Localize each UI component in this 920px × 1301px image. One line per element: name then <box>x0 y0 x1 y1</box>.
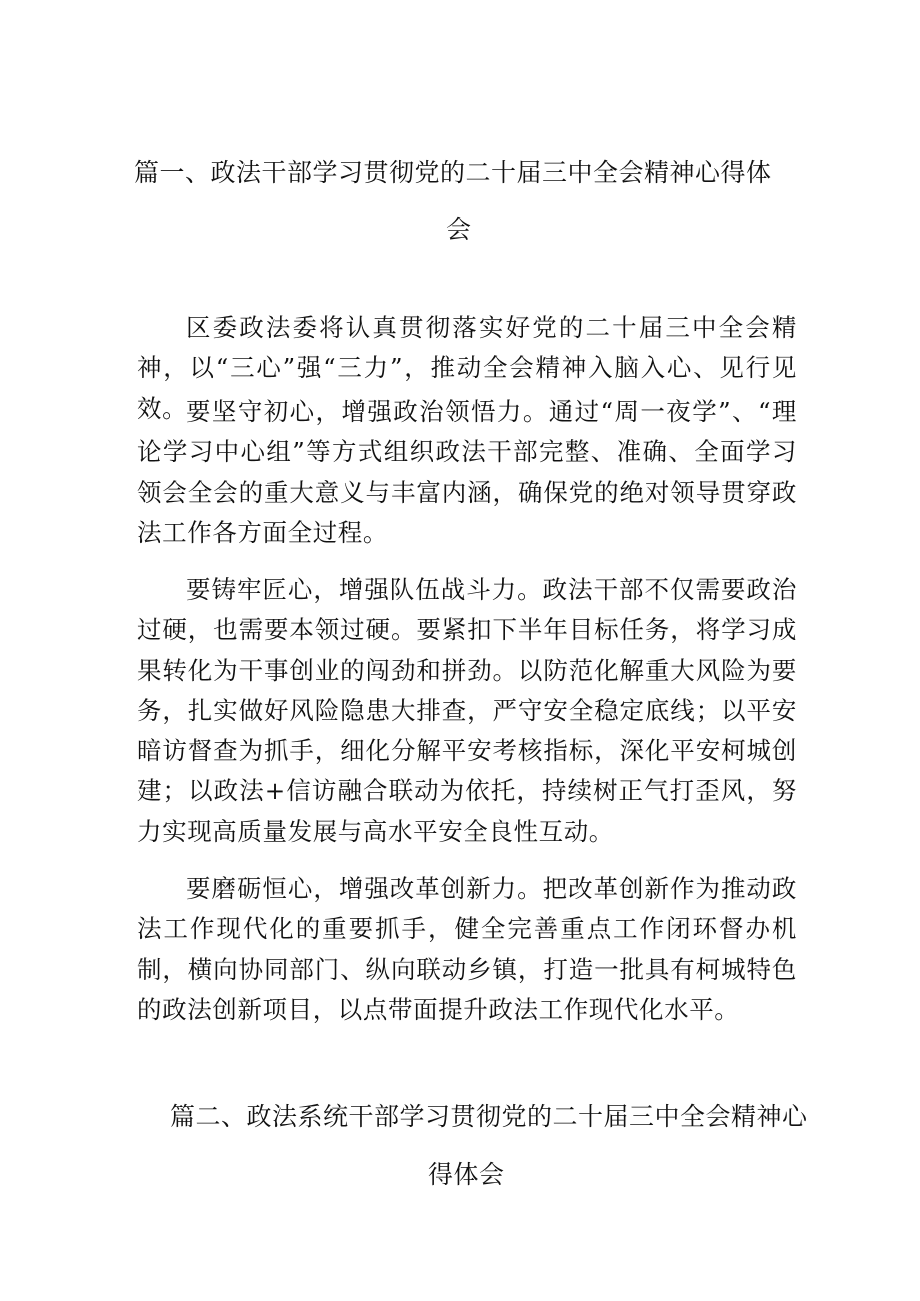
article-1-paragraph-perseverance: 要磨砺恒心，增强改革创新力。把改革创新作为推动政法工作现代化的重要抓手，健全完善重点工作闭环督办机制，横向协同部门、纵向联动乡镇，打造一批具有柯城特色的政法创新项目，以点带面提升政法工作现代化水平。 <box>137 874 797 1024</box>
article-2-title-line-2: 得体会 <box>428 1160 505 1189</box>
article-1-paragraph-craftsman-heart: 要铸牢匠心，增强队伍战斗力。政法干部不仅需要政治过硬，也需要本领过硬。要紧扣下半年目标任务，将学习成果转化为干事创业的闯劲和拼劲。以防范化解重大风险为要务，扎实做好风险隐患大排查，严守安全稳定底线；以平安暗访督查为抓手，细化分解平安考核指标，深化平安柯城创建；以政法+信访融合联动为依托，持续树正气打歪风，努力实现高质量发展与高水平安全良性互动。 <box>137 575 797 846</box>
article-1-paragraph-initial-heart: 要坚守初心，增强政治领悟力。通过“周一夜学”、“理论学习中心组”等方式组织政法干部完整、准确、全面学习领会全会的重大意义与丰富内涵，确保党的绝对领导贯穿政法工作各方面全过程。 <box>137 397 797 547</box>
article-2-title-line-1: 篇二、政法系统干部学习贯彻党的二十届三中全会精神心 <box>170 1102 808 1131</box>
article-1-paragraph-intro: 区委政法委将认真贯彻落实好党的二十届三中全会精神，以“三心”强“三力”，推动全会精神入脑入心、见行见效。 <box>137 313 797 423</box>
article-1-title-line-2: 会 <box>446 215 472 244</box>
article-1-title-line-1: 篇一、政法干部学习贯彻党的二十届三中全会精神心得体 <box>134 158 772 187</box>
